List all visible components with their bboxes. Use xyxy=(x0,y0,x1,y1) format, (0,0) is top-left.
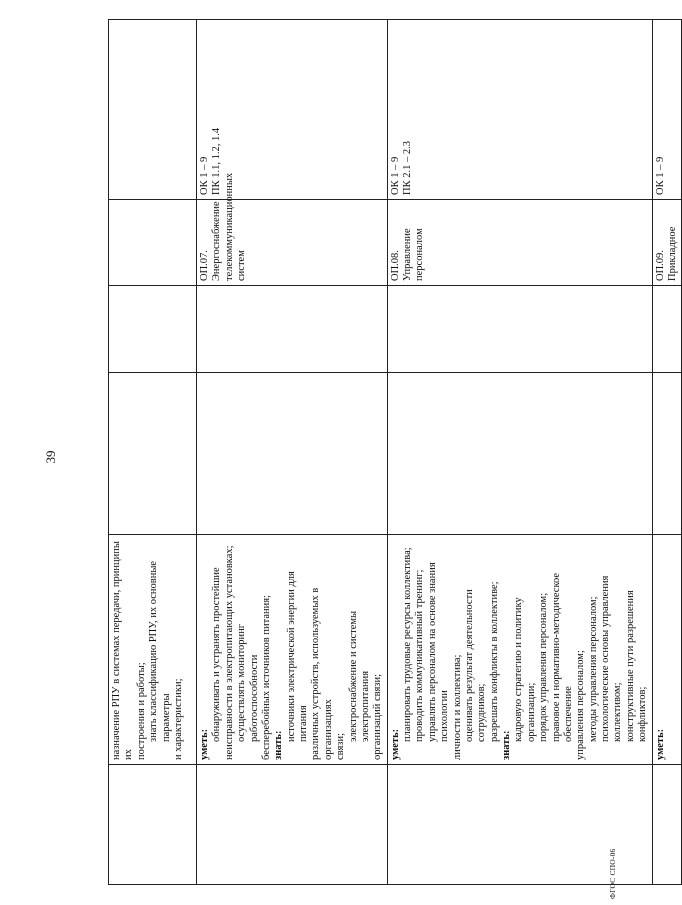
knowledge-line: организаций связи; xyxy=(372,674,384,760)
knowledge-line: конструктивные пути разрешения конфликтов; xyxy=(624,590,649,742)
cell-competencies xyxy=(109,20,197,200)
cell-discipline xyxy=(109,200,197,286)
cell-competencies xyxy=(387,20,652,200)
cell-empty-index xyxy=(652,765,682,885)
cell-empty-hours xyxy=(387,373,652,535)
skills-heading: уметь: xyxy=(389,728,401,760)
skill-line: управлять персоналом на основе знания психологии xyxy=(426,562,451,742)
cell-empty-hours-2 xyxy=(387,286,652,373)
cell-competencies: ОК 1 – 9 xyxy=(652,20,682,200)
cell-skills-knowledge xyxy=(387,535,652,765)
knowledge-line: правовое и нормативно-методическое обеспечение xyxy=(550,572,574,742)
skills-heading: уметь: xyxy=(652,535,682,765)
competency-line: ОК 1 – 9 xyxy=(199,156,210,195)
table-row xyxy=(652,20,682,885)
knowledge-line: электроснабжение и системы электропитания xyxy=(347,610,371,742)
cell-empty-hours xyxy=(109,373,197,535)
cell-empty-hours xyxy=(197,373,388,535)
cell-empty-hours-2 xyxy=(109,286,197,373)
skill-line: бесперебойных источников питания; xyxy=(260,595,272,760)
table-row xyxy=(109,20,197,885)
cell-discipline: ОП.09. Прикладное xyxy=(652,200,682,286)
skill-line: проводить коммуникативный тренинг; xyxy=(414,569,426,742)
cell-discipline: ОП.07. Энергоснабжение телекоммуникационных систем xyxy=(197,200,388,286)
cell-skills-knowledge xyxy=(197,535,388,765)
knowledge-line: связи; xyxy=(335,733,347,760)
curriculum-table xyxy=(108,19,682,885)
knowledge-line: источники электрической энергии для питания xyxy=(285,571,309,742)
cell-empty-index xyxy=(109,765,197,885)
knowledge-heading: знать: xyxy=(273,730,285,760)
knowledge-line: психологические основы управления коллективом; xyxy=(600,575,624,742)
competency-line: ПК 2.1 – 2.3 xyxy=(402,141,413,195)
skill-line: осуществлять мониторинг работоспособности xyxy=(236,623,260,742)
page-number: 39 xyxy=(43,450,58,464)
knowledge-heading: знать: xyxy=(501,730,512,760)
cell-empty-hours-2 xyxy=(652,286,682,373)
knowledge-line: различных устройств, используемых в организациях xyxy=(310,587,334,760)
table-row xyxy=(197,20,388,885)
table-row xyxy=(387,20,652,885)
knowledge-line: управления персоналом; xyxy=(575,650,587,760)
cell-discipline: ОП.08. Управление персоналом xyxy=(387,200,652,286)
cell-empty-hours-2 xyxy=(197,286,388,373)
knowledge-line: и характеристики; xyxy=(172,678,184,760)
skill-line: обнаруживать и устранять простейшие xyxy=(211,567,223,742)
skill-line: неисправности в электропитающих установках; xyxy=(223,545,235,760)
skill-line: разрешать конфликты в коллективе; xyxy=(488,581,500,742)
skill-line: планировать трудовые ресурсы коллектива; xyxy=(402,547,413,742)
competency-line: ПК 1.1, 1.2, 1.4 xyxy=(211,127,223,195)
knowledge-line: методы управления персоналом; xyxy=(587,596,599,742)
knowledge-line: порядок управления персоналом; xyxy=(538,592,550,742)
knowledge-line: построения и работы; xyxy=(135,662,147,760)
competency-line: ОК 1 – 9 xyxy=(389,156,401,195)
cell-empty-index xyxy=(197,765,388,885)
cell-empty-hours xyxy=(652,373,682,535)
cell-knowledge xyxy=(109,535,197,765)
knowledge-line: знать классификацию РПУ, их основные параметры xyxy=(148,560,172,742)
skill-line: личности и коллектива; xyxy=(451,654,463,760)
footer-label: ФГОС СПО-06 xyxy=(608,848,617,899)
skill-line: оценивать результат деятельности сотрудников; xyxy=(463,589,488,742)
knowledge-line: кадровую стратегию и политику организации; xyxy=(513,597,537,742)
knowledge-line: назначение РПУ в системах передачи, принципы их xyxy=(111,541,135,760)
skills-heading: уметь: xyxy=(199,728,210,760)
